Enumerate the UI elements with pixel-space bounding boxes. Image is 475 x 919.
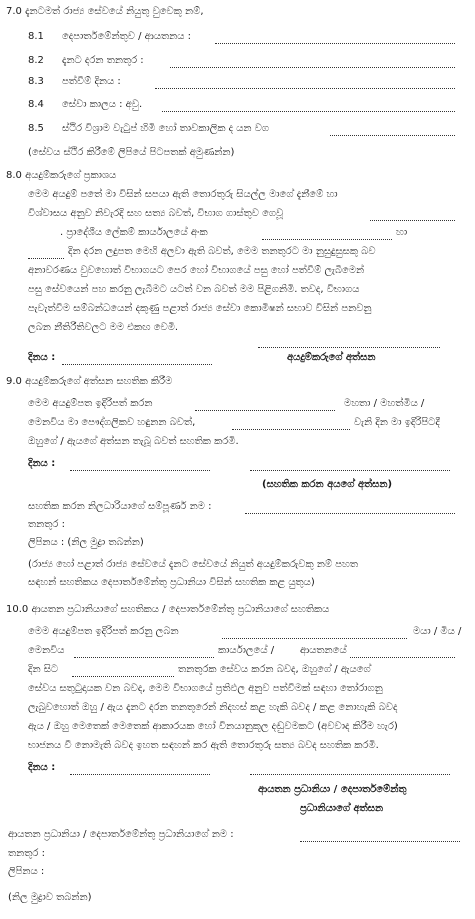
certifier-signature-field[interactable] bbox=[250, 470, 450, 471]
declaration-text: දින දරන ලදුපත මෙහි අලවා ඇති බවත්, මෙම තනතුරට මා නුසුදුසුසකු බව bbox=[68, 246, 376, 257]
certification-text: මහතා / මහත්මිය / bbox=[344, 398, 425, 409]
department-field[interactable] bbox=[215, 43, 455, 44]
certifier-name-field[interactable] bbox=[245, 513, 455, 514]
field-number: 8.5 bbox=[28, 123, 44, 134]
section-7-heading: 7.0 දැනටමත් රාජ්‍ය සේවයේ නියුතු වුවෙකු නම්, bbox=[6, 6, 204, 17]
date-label: දිනය : bbox=[28, 762, 56, 773]
certification-note: (රාජ්‍ය හෝ පළාත් රාජ්‍ය සේවයේ දැනට සේවයේ නියුත් අයදුම්කරුවකු නම් පහත bbox=[28, 559, 359, 570]
head-certification-text: ආයතනයේ bbox=[300, 645, 347, 656]
certifier-signature-label: (සහතික කරන අයගේ අත්සන) bbox=[262, 479, 393, 490]
head-post-label: තනතුර : bbox=[8, 848, 45, 859]
declaration-text: විශ්වාසය අනුව නිවැරදි සහ සත්‍ය බවත්, විභාග ගාස්තුව ගෙවූ bbox=[28, 208, 284, 219]
attach-copy-note: (සේවය ස්ථිර කිරීමේ ලිපියේ පිටපතක් අමුණන්න) bbox=[28, 147, 235, 158]
service-period-field[interactable] bbox=[162, 111, 455, 112]
witness-date-field[interactable] bbox=[232, 429, 350, 430]
declaration-text: පැවැත්වීම සම්බන්ධයෙන් දකුණු පළාත් රාජ්‍ය සේවා කොමිෂන් සභාව විසින් පනවනු bbox=[28, 303, 372, 314]
head-name-field[interactable] bbox=[300, 841, 460, 842]
declaration-text: . ප්‍රාදේශීය ලේකම් කාර්යාලයේ අංක bbox=[60, 227, 208, 238]
service-period-label: සේවා කාලය : අවු. bbox=[62, 99, 143, 110]
head-certification-text: කාර්යාලයේ / bbox=[218, 645, 275, 656]
head-certification-text: ඇය / ඔහු මෙතෙක් මෙතෙක් ආකාරයක හෝ විනයානුකූල දඬුවමකට (අවවාද කිරීම හැර) bbox=[28, 721, 398, 732]
head-certification-text: ලැබුවහොත් ඔහු / ඇය දැනට දරන තනතුරෙන් නිදහස් කළ හැකි බවද / කළ නොහැකි බවද bbox=[28, 702, 398, 713]
receipt-date-field[interactable] bbox=[28, 258, 64, 259]
head-certification-text: මයා / මිය / bbox=[413, 626, 462, 637]
institution-field[interactable] bbox=[350, 657, 455, 658]
receipt-number-field[interactable] bbox=[262, 239, 392, 240]
head-address-label: ලිපිනය : bbox=[8, 866, 45, 877]
section-9-heading: 9.0 අයදුම්කරුගේ අත්සන සහතික කිරීම bbox=[6, 376, 173, 387]
applicant-name-field[interactable] bbox=[222, 638, 407, 639]
certification-note: සඳහන් සහතිකය දෙපාර්තමේන්තු ප්‍රධානියා විසින් සහතික කළ යුතුය) bbox=[28, 577, 315, 588]
head-certification-text: තනතුරක සේවය කරන බවද, ඔහුගේ / ඇයගේ bbox=[178, 664, 371, 675]
head-certification-text: දින සිට bbox=[28, 664, 59, 675]
certification-text: මෙනවිය මා පෞද්ගලිකව හඳුනන බවත්, bbox=[28, 417, 196, 428]
section-10-heading: 10.0 ආයතන ප්‍රධානියාගේ සහතිකය / දෙපාර්තමේන්තු ප්‍රධානියාගේ සහතිකය bbox=[6, 604, 330, 615]
field-number: 8.2 bbox=[28, 55, 44, 66]
applicant-signature-field[interactable] bbox=[258, 347, 440, 348]
declaration-date-field[interactable] bbox=[62, 364, 212, 365]
field-number: 8.4 bbox=[28, 99, 44, 110]
head-signature-label: ප්‍රධානියාගේ අත්සන bbox=[300, 803, 384, 814]
applicant-signature-label: අයදුම්කරුගේ අත්සන bbox=[287, 352, 376, 363]
date-label: දිනය : bbox=[28, 352, 56, 363]
applicant-name-field[interactable] bbox=[195, 410, 335, 411]
date-label: දිනය : bbox=[28, 458, 56, 469]
certification-text: මෙම අයදුම්පත ඉදිරිපත් කරන bbox=[28, 398, 153, 409]
declaration-text: ලබන නීතිරීතිවලට මම එකඟ වෙමි. bbox=[28, 322, 179, 333]
certifier-post-label: තනතුර : bbox=[28, 519, 65, 530]
current-post-label: දැනට දරන තනතුර : bbox=[62, 55, 144, 66]
declaration-text: මෙම අයදුම් පතේ මා විසින් සපයා ඇති තොරතුරු සියල්ල මාගේ දැනීමේ හා bbox=[28, 189, 338, 200]
certification-date-field[interactable] bbox=[70, 470, 210, 471]
head-signature-label: ආයතන ප්‍රධානියා / දෙපාර්තමේන්තු bbox=[258, 784, 407, 795]
declaration-text: අනාවරණය වුවහොත් විභාගයට පෙර හෝ විභාගයේ පසු හෝ පත්වීම් ලැබීමෙන් bbox=[28, 265, 365, 276]
appointment-date-label: පත්වීම් දිනය : bbox=[62, 76, 121, 87]
field-number: 8.1 bbox=[28, 31, 44, 42]
declaration-text: හා bbox=[396, 227, 408, 238]
service-start-date-field[interactable] bbox=[72, 676, 174, 677]
field-number: 8.3 bbox=[28, 76, 44, 87]
certifier-address-label: ලිපිනය : (නිල මුද්‍රා තබන්න) bbox=[28, 537, 144, 548]
head-certification-text: භාජනය වී නොමැති බවද ඉහත සඳහන් කර ඇති තොරතුරු සත්‍ය බවද සහතික කරමි. bbox=[28, 740, 379, 751]
official-seal-note: (නිල මුද්‍රාව තබන්න) bbox=[8, 892, 92, 903]
appointment-date-field[interactable] bbox=[155, 88, 455, 89]
section-8-heading: 8.0 අයදුම්කරුගේ ප්‍රකාශය bbox=[6, 170, 117, 181]
declaration-text: පසු සේවයෙන් පහ කරනු ලැබීමට යටත් වන බවත් මම පිළිගනිමි. තවද, විභාගය bbox=[28, 284, 360, 295]
head-date-field[interactable] bbox=[70, 774, 210, 775]
certification-text: ඔහුගේ / ඇයගේ අත්සන තැබූ බවත් සහතික කරමි. bbox=[28, 436, 239, 447]
department-label: දෙපාර්තමේන්තුව / ආයතනය : bbox=[62, 31, 192, 42]
permanent-status-label: ස්ථිර විශ්‍රාම වැටුප් හිමි හෝ තාවකාලික ද යන වග bbox=[62, 123, 270, 134]
certification-text: වැනි දින මා ඉදිරිපිටදී bbox=[354, 417, 440, 428]
office-field[interactable] bbox=[74, 657, 214, 658]
current-post-field[interactable] bbox=[170, 67, 455, 68]
head-certification-text: සේවය සතුටුදායක වන බවද, මෙම විභාගයේ ප්‍රතිඵල අනුව පත්වීමක් සඳහා තෝරාගනු bbox=[28, 683, 383, 694]
head-certification-text: මෙම අයදුම්පත ඉදිරිපත් කරනු ලබන bbox=[28, 626, 179, 637]
head-certification-text: මෙනවිය bbox=[28, 645, 65, 656]
permanent-status-field[interactable] bbox=[330, 135, 455, 136]
head-name-label: ආයතන ප්‍රධානියා / දෙපාර්තමේන්තු ප්‍රධානියාගේ නම : bbox=[8, 829, 234, 840]
head-signature-field[interactable] bbox=[250, 774, 450, 775]
certifier-name-label: සහතික කරන නිලධාරියාගේ සම්පූර්ණ නම : bbox=[28, 501, 212, 512]
fee-field[interactable] bbox=[370, 220, 455, 221]
